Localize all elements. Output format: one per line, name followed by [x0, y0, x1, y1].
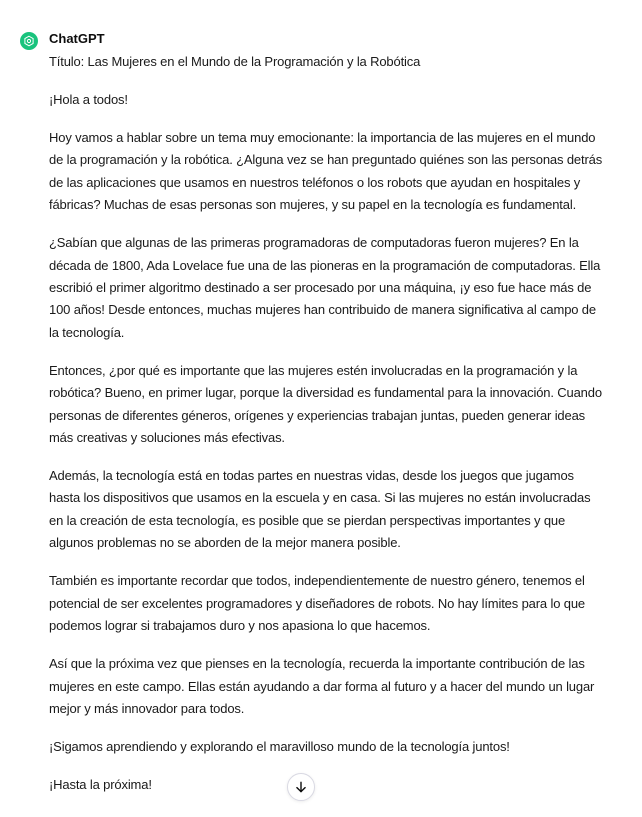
message-author: ChatGPT	[49, 31, 105, 46]
message-paragraph: ¡Hasta la próxima!	[49, 776, 152, 792]
message-paragraph: ¿Sabían que algunas de las primeras programadoras de computadoras fueron mujeres? En la década de 1800, Ada Lovelace fue una de las pioneras en la programación de computadoras. Ella escribió el primer algoritmo destinado a ser procesado por una máquina, ¡y eso fue hace más de 100 años! Desde entonces, muchas mujeres han contribuido de manera significativa al campo de la tecnología.	[49, 235, 601, 340]
message-paragraph: También es importante recordar que todos, independientemente de nuestro género, tenemos el potencial de ser excelentes programadores y diseñadores de robots. No hay límites para lo que podemos lograr si trabajamos duro y nos apasiona lo que hacemos.	[49, 573, 585, 634]
message-paragraph: Así que la próxima vez que pienses en la tecnología, recuerda la importante contribución de las mujeres en este campo. Ellas están ayudando a dar forma al futuro y a hacer del mundo un lugar mejor y más innovador para todos.	[49, 656, 595, 716]
scroll-to-bottom-button[interactable]	[287, 773, 315, 801]
arrow-down-icon	[294, 780, 308, 794]
message-paragraph: ¡Hola a todos!	[49, 92, 128, 107]
message-title: Título: Las Mujeres en el Mundo de la Programación y la Robótica	[49, 54, 421, 69]
message-paragraph: Hoy vamos a hablar sobre un tema muy emocionante: la importancia de las mujeres en el mundo de la programación y la robótica. ¿Alguna vez se han preguntado quiénes son las personas detrás de las aplicaciones que usamos en nuestros teléfonos o los robots que ayudan en hospitales y fábricas? Muchas de esas personas son mujeres, y su papel en la tecnología es fundamental.	[49, 130, 603, 213]
message-content	[49, 51, 605, 812]
message-paragraph: ¡Sigamos aprendiendo y explorando el maravilloso mundo de la tecnología juntos!	[49, 738, 510, 754]
openai-logo-icon	[20, 32, 38, 50]
message-paragraph: Entonces, ¿por qué es importante que las mujeres estén involucradas en la programación y la robótica? Bueno, en primer lugar, porque la diversidad es fundamental para la innovación. Cuando personas de diferentes géneros, orígenes y experiencias trabajan juntas, pueden generar ideas más creativas y soluciones más efectivas.	[49, 362, 602, 446]
message-paragraph: Además, la tecnología está en todas partes en nuestras vidas, desde los juegos que jugamos hasta los dispositivos que usamos en la escuela y en casa. Si las mujeres no están involucradas en la creación de esta tecnología, es posible que se pierdan perspectivas importantes y que algunos problemas no se aborden de la mejor manera posible.	[49, 468, 591, 551]
